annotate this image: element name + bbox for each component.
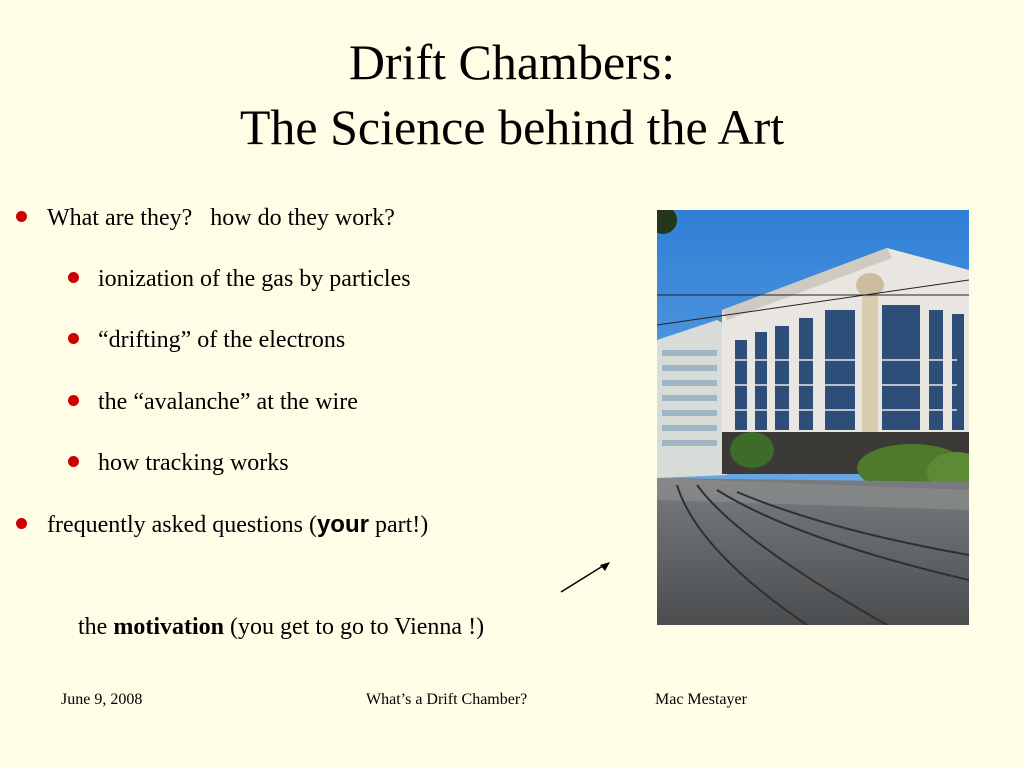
motivation-bold: motivation bbox=[113, 614, 224, 640]
footer-title: What’s a Drift Chamber? bbox=[366, 691, 528, 708]
bullet-dot bbox=[16, 518, 27, 529]
faq-text-bold: your bbox=[316, 511, 369, 538]
arrow-icon bbox=[556, 558, 616, 598]
footer-date: June 9, 2008 bbox=[61, 691, 143, 708]
bullet-text: “drifting” of the electrons bbox=[98, 327, 346, 353]
bullet-text: how tracking works bbox=[98, 450, 289, 476]
bullet-dot bbox=[68, 456, 79, 467]
bullet-avalanche bbox=[98, 387, 358, 417]
title-line-2: The Science behind the Art bbox=[239, 99, 785, 155]
motivation-after: (you get to go to Vienna !) bbox=[224, 614, 485, 640]
motivation-before: the bbox=[78, 614, 114, 640]
bullet-faq bbox=[47, 510, 428, 540]
faq-text-before: frequently asked questions ( bbox=[47, 512, 317, 538]
slide-title bbox=[0, 30, 1024, 160]
title-line-1: Drift Chambers: bbox=[348, 34, 676, 90]
bullet-what-are-they bbox=[47, 203, 395, 233]
bullet-text: What are they? how do they work? bbox=[47, 205, 395, 231]
footer-author: Mac Mestayer bbox=[655, 691, 747, 708]
vienna-building-photo bbox=[657, 210, 969, 625]
bullet-dot bbox=[68, 395, 79, 406]
bullet-dot bbox=[16, 211, 27, 222]
bullet-dot bbox=[68, 272, 79, 283]
bullet-ionization bbox=[98, 264, 411, 294]
bullet-drifting bbox=[98, 325, 345, 355]
bullet-text: ionization of the gas by particles bbox=[98, 266, 411, 292]
motivation-text bbox=[78, 612, 484, 642]
bullet-tracking bbox=[98, 448, 289, 478]
bullet-text: the “avalanche” at the wire bbox=[98, 389, 358, 415]
faq-text-after: part!) bbox=[368, 512, 429, 538]
bullet-dot bbox=[68, 333, 79, 344]
